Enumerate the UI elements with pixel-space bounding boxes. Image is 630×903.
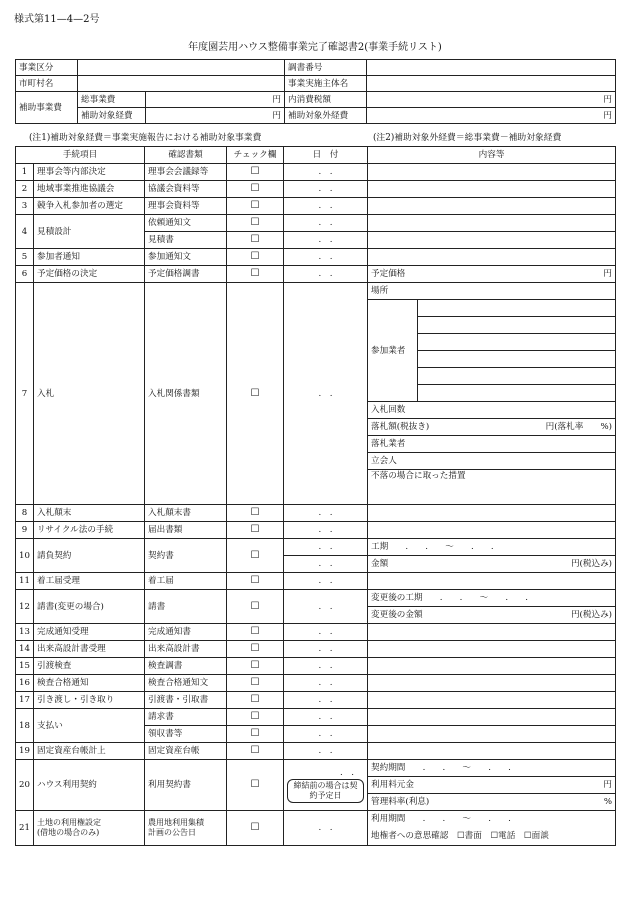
step-label: 着工届受理: [34, 573, 145, 590]
doc-label: 着工届: [145, 573, 227, 590]
winner-field[interactable]: [368, 436, 616, 453]
content-field[interactable]: [368, 573, 616, 590]
content-field[interactable]: [368, 505, 616, 522]
table-row: [16, 215, 616, 232]
content-field[interactable]: [368, 164, 616, 181]
col-step: 手続項目: [16, 147, 145, 164]
table-row: [16, 743, 616, 760]
checkbox[interactable]: ☐: [227, 232, 284, 249]
date-field[interactable]: . .: [284, 692, 368, 709]
table-row: [16, 573, 616, 590]
row-number: 2: [16, 181, 34, 198]
row-number: 7: [16, 283, 34, 505]
date-field[interactable]: . .: [284, 743, 368, 760]
date-field[interactable]: . .: [284, 590, 368, 624]
checkbox[interactable]: ☐: [227, 164, 284, 181]
row-number: 13: [16, 624, 34, 641]
date-field[interactable]: . .: [284, 641, 368, 658]
construction-period-field[interactable]: 工期 . . 〜 . .: [368, 539, 616, 556]
row-number: 8: [16, 505, 34, 522]
survey-number-value[interactable]: [367, 60, 616, 76]
checkbox[interactable]: ☐: [227, 522, 284, 539]
date-field[interactable]: . .: [284, 573, 368, 590]
checkbox[interactable]: ☐: [227, 539, 284, 573]
table-row: [16, 249, 616, 266]
row-number: 18: [16, 709, 34, 743]
total-cost-value[interactable]: 円: [146, 92, 285, 108]
content-field[interactable]: [368, 232, 616, 249]
place-field[interactable]: [368, 283, 616, 300]
checkbox[interactable]: ☐: [227, 811, 284, 846]
col-docs: 確認書類: [145, 147, 227, 164]
content-field[interactable]: [368, 181, 616, 198]
municipality-value[interactable]: [78, 76, 285, 92]
table-row: [16, 692, 616, 709]
content-field[interactable]: [368, 675, 616, 692]
total-cost-label: 総事業費: [78, 92, 146, 108]
step-label: 入札顛末: [34, 505, 145, 522]
doc-label: 完成通知書: [145, 624, 227, 641]
row-number: 9: [16, 522, 34, 539]
consumption-tax-value[interactable]: 円: [367, 92, 616, 108]
row-number: 12: [16, 590, 34, 624]
subsidy-target-cost-value[interactable]: 円: [146, 108, 285, 124]
usage-fee-unit: 円: [603, 780, 613, 790]
doc-label: 参加通知文: [145, 249, 227, 266]
checkbox[interactable]: ☐: [227, 181, 284, 198]
table-row: [16, 198, 616, 215]
table-row: [16, 283, 616, 300]
row-number: 6: [16, 266, 34, 283]
doc-label: 届出書類: [145, 522, 227, 539]
table-row: [16, 641, 616, 658]
bid-count-label: 入札回数: [371, 405, 406, 415]
date-field[interactable]: . .: [284, 624, 368, 641]
changed-amount-field[interactable]: [368, 607, 616, 624]
step-label-line1: 土地の利用権設定: [37, 818, 101, 827]
unsuccessful-bid-field[interactable]: [368, 470, 616, 505]
planned-price-label: 予定価格: [371, 269, 406, 279]
table-row: [16, 522, 616, 539]
col-date: 日 付: [284, 147, 368, 164]
col-content: 内容等: [368, 147, 616, 164]
winning-rate-label: 円(落札率 %): [545, 422, 613, 432]
step-label: 支払い: [34, 709, 145, 743]
checkbox[interactable]: ☐: [227, 249, 284, 266]
planned-price-field[interactable]: [368, 266, 616, 283]
doc-label: 領収書等: [145, 726, 227, 743]
subsidy-business-cost-label: 補助事業費: [16, 92, 78, 124]
date-field[interactable]: . .: [284, 556, 368, 573]
table-row: [16, 590, 616, 607]
doc-label: 請書: [145, 590, 227, 624]
table-row: [16, 624, 616, 641]
table-row: [16, 181, 616, 198]
step-label: 理事会等内部決定: [34, 164, 145, 181]
doc-label: 入札関係書類: [145, 283, 227, 505]
implementer-value[interactable]: [367, 76, 616, 92]
participant-field[interactable]: [418, 385, 616, 402]
date-field[interactable]: . .: [284, 283, 368, 505]
step-label: 引き渡し・引き取り: [34, 692, 145, 709]
content-field[interactable]: [368, 624, 616, 641]
date-field[interactable]: . .: [284, 811, 368, 846]
step-label: 入札: [34, 283, 145, 505]
doc-label: 入札顛末書: [145, 505, 227, 522]
step-label: 固定資産台帳計上: [34, 743, 145, 760]
management-rate-label: 管理料率(利息): [371, 797, 430, 807]
doc-label: 協議会資料等: [145, 181, 227, 198]
table-row: [16, 505, 616, 522]
checkbox[interactable]: ☐: [227, 215, 284, 232]
participants-label: 参加業者: [368, 300, 418, 402]
doc-label: 引渡書・引取書: [145, 692, 227, 709]
date-mark: . .: [339, 768, 355, 778]
step-label: 請負契約: [34, 539, 145, 573]
date-field[interactable]: . .: [284, 215, 368, 232]
participant-field[interactable]: [418, 317, 616, 334]
header-table: [15, 59, 616, 124]
date-field[interactable]: . .: [284, 249, 368, 266]
date-field[interactable]: . .: [284, 266, 368, 283]
checkbox[interactable]: ☐: [227, 760, 284, 811]
doc-label: 見積書: [145, 232, 227, 249]
content-field[interactable]: [368, 249, 616, 266]
date-field[interactable]: . .: [284, 709, 368, 726]
participant-field[interactable]: [418, 368, 616, 385]
step-label: ハウス利用契約: [34, 760, 145, 811]
content-field[interactable]: [368, 658, 616, 675]
table-row: [16, 658, 616, 675]
row-number: 21: [16, 811, 34, 846]
doc-label: 契約書: [145, 539, 227, 573]
table-row: [16, 539, 616, 556]
witness-label: 立会人: [371, 456, 397, 466]
checkbox[interactable]: ☐: [227, 198, 284, 215]
doc-label: [145, 811, 227, 846]
checkbox[interactable]: ☐: [227, 624, 284, 641]
non-target-cost-value[interactable]: 円: [367, 108, 616, 124]
contract-note: 締結前の場合は契約予定日: [287, 779, 364, 803]
date-field[interactable]: . .: [284, 539, 368, 556]
doc-label: 検査調書: [145, 658, 227, 675]
date-field[interactable]: . .: [284, 198, 368, 215]
doc-label-line2: 計画の公告日: [148, 828, 197, 837]
contract-amount-label: 金額: [371, 559, 389, 569]
note-2: (注2)補助対象外経費＝総事業費－補助対象経費: [373, 133, 562, 143]
doc-label: 利用契約書: [145, 760, 227, 811]
procedure-table: [15, 146, 616, 846]
contract-period-field[interactable]: 契約期間 . . 〜 . .: [368, 760, 616, 777]
non-target-cost-label: 補助対象外経費: [285, 108, 367, 124]
row-number: 11: [16, 573, 34, 590]
row-number: 10: [16, 539, 34, 573]
step-label: 引渡検査: [34, 658, 145, 675]
step-label: 出来高設計書受理: [34, 641, 145, 658]
doc-label: 理事会会議録等: [145, 164, 227, 181]
doc-label: 固定資産台帳: [145, 743, 227, 760]
contract-date-field[interactable]: [284, 760, 368, 811]
checkbox[interactable]: ☐: [227, 675, 284, 692]
implementer-label: 事業実施主体名: [285, 76, 367, 92]
step-label: 競争入札参加者の選定: [34, 198, 145, 215]
doc-label: 検査合格通知文: [145, 675, 227, 692]
content-field[interactable]: [368, 522, 616, 539]
subsidy-target-cost-label: 補助対象経費: [78, 108, 146, 124]
checkbox[interactable]: ☐: [227, 692, 284, 709]
municipality-label: 市町村名: [16, 76, 78, 92]
checkbox[interactable]: ☐: [227, 283, 284, 505]
step-label: 請書(変更の場合): [34, 590, 145, 624]
note-1: (注1)補助対象経費＝事業実施報告における補助対象事業費: [29, 133, 262, 143]
checkbox[interactable]: ☐: [227, 658, 284, 675]
row-number: 15: [16, 658, 34, 675]
step-label-line2: (借地の場合のみ): [37, 828, 100, 837]
content-field[interactable]: [368, 692, 616, 709]
content-field[interactable]: [368, 198, 616, 215]
consumption-tax-label: 内消費税額: [285, 92, 367, 108]
date-field[interactable]: . .: [284, 505, 368, 522]
content-field[interactable]: [368, 743, 616, 760]
witness-field[interactable]: [368, 453, 616, 470]
date-field[interactable]: . .: [284, 522, 368, 539]
step-label: [34, 811, 145, 846]
contract-amount-unit: 円(税込み): [570, 559, 613, 569]
checkbox[interactable]: ☐: [227, 726, 284, 743]
row-number: 17: [16, 692, 34, 709]
participant-field[interactable]: [418, 300, 616, 317]
row-number: 4: [16, 215, 34, 249]
step-label: 検査合格通知: [34, 675, 145, 692]
checkbox[interactable]: ☐: [227, 641, 284, 658]
row-number: 3: [16, 198, 34, 215]
checkbox[interactable]: ☐: [227, 505, 284, 522]
changed-period-field[interactable]: 変更後の工期 . . 〜 . .: [368, 590, 616, 607]
step-label: 地域事業推進協議会: [34, 181, 145, 198]
content-field[interactable]: [368, 709, 616, 726]
winner-label: 落札業者: [371, 439, 406, 449]
table-row: [16, 760, 616, 777]
management-rate-field[interactable]: [368, 794, 616, 811]
table-row: [16, 709, 616, 726]
date-field[interactable]: . .: [284, 675, 368, 692]
usage-period-field[interactable]: 利用期間 . . 〜 . .: [368, 811, 616, 828]
row-number: 1: [16, 164, 34, 181]
table-row: [16, 811, 616, 828]
changed-amount-unit: 円(税込み): [570, 610, 613, 620]
checkbox[interactable]: ☐: [227, 573, 284, 590]
row-number: 14: [16, 641, 34, 658]
unsuccessful-bid-label: 不落の場合に取った措置: [371, 471, 466, 481]
participant-field[interactable]: [418, 351, 616, 368]
changed-amount-label: 変更後の金額: [371, 610, 423, 620]
doc-label: 依頼通知文: [145, 215, 227, 232]
step-label: リサイクル法の手続: [34, 522, 145, 539]
step-label: 完成通知受理: [34, 624, 145, 641]
form-number: 様式第11—4—2号: [14, 14, 100, 25]
date-field[interactable]: . .: [284, 181, 368, 198]
step-label: 予定価格の決定: [34, 266, 145, 283]
doc-label-line1: 農用地利用集積: [148, 818, 205, 827]
business-type-label: 事業区分: [16, 60, 78, 76]
content-field[interactable]: [368, 215, 616, 232]
winning-amount-field[interactable]: [368, 419, 616, 436]
table-row: [16, 164, 616, 181]
step-label: 参加者通知: [34, 249, 145, 266]
doc-label: 出来高設計書: [145, 641, 227, 658]
usage-fee-field[interactable]: [368, 777, 616, 794]
row-number: 20: [16, 760, 34, 811]
yen-unit: 円: [603, 269, 613, 279]
date-field[interactable]: . .: [284, 726, 368, 743]
winning-amount-label: 落札額(税抜き): [371, 422, 430, 432]
row-number: 19: [16, 743, 34, 760]
step-label: 見積設計: [34, 215, 145, 249]
date-field[interactable]: . .: [284, 658, 368, 675]
business-type-value[interactable]: [78, 60, 285, 76]
checkbox[interactable]: ☐: [227, 266, 284, 283]
doc-label: 請求書: [145, 709, 227, 726]
content-field[interactable]: [368, 726, 616, 743]
row-number: 5: [16, 249, 34, 266]
checkbox[interactable]: ☐: [227, 743, 284, 760]
document-title: 年度園芸用ハウス整備事業完了確認書2(事業手続リスト): [188, 42, 442, 53]
doc-label: 予定価格調書: [145, 266, 227, 283]
bid-count-field[interactable]: [368, 402, 616, 419]
content-field[interactable]: [368, 641, 616, 658]
contract-amount-field[interactable]: [368, 556, 616, 573]
doc-label: 理事会資料等: [145, 198, 227, 215]
table-row: [16, 266, 616, 283]
usage-fee-label: 利用料元金: [371, 780, 414, 790]
management-rate-unit: %: [603, 797, 613, 807]
date-field[interactable]: . .: [284, 164, 368, 181]
checkbox[interactable]: ☐: [227, 590, 284, 624]
table-row: [16, 675, 616, 692]
col-check: チェック欄: [227, 147, 284, 164]
date-field[interactable]: . .: [284, 232, 368, 249]
survey-number-label: 調書番号: [285, 60, 367, 76]
landowner-intent-field[interactable]: 地権者への意思確認 ☐書面 ☐電話 ☐面談: [368, 827, 616, 846]
participant-field[interactable]: [418, 334, 616, 351]
row-number: 16: [16, 675, 34, 692]
place-label: 場所: [371, 286, 389, 296]
checkbox[interactable]: ☐: [227, 709, 284, 726]
